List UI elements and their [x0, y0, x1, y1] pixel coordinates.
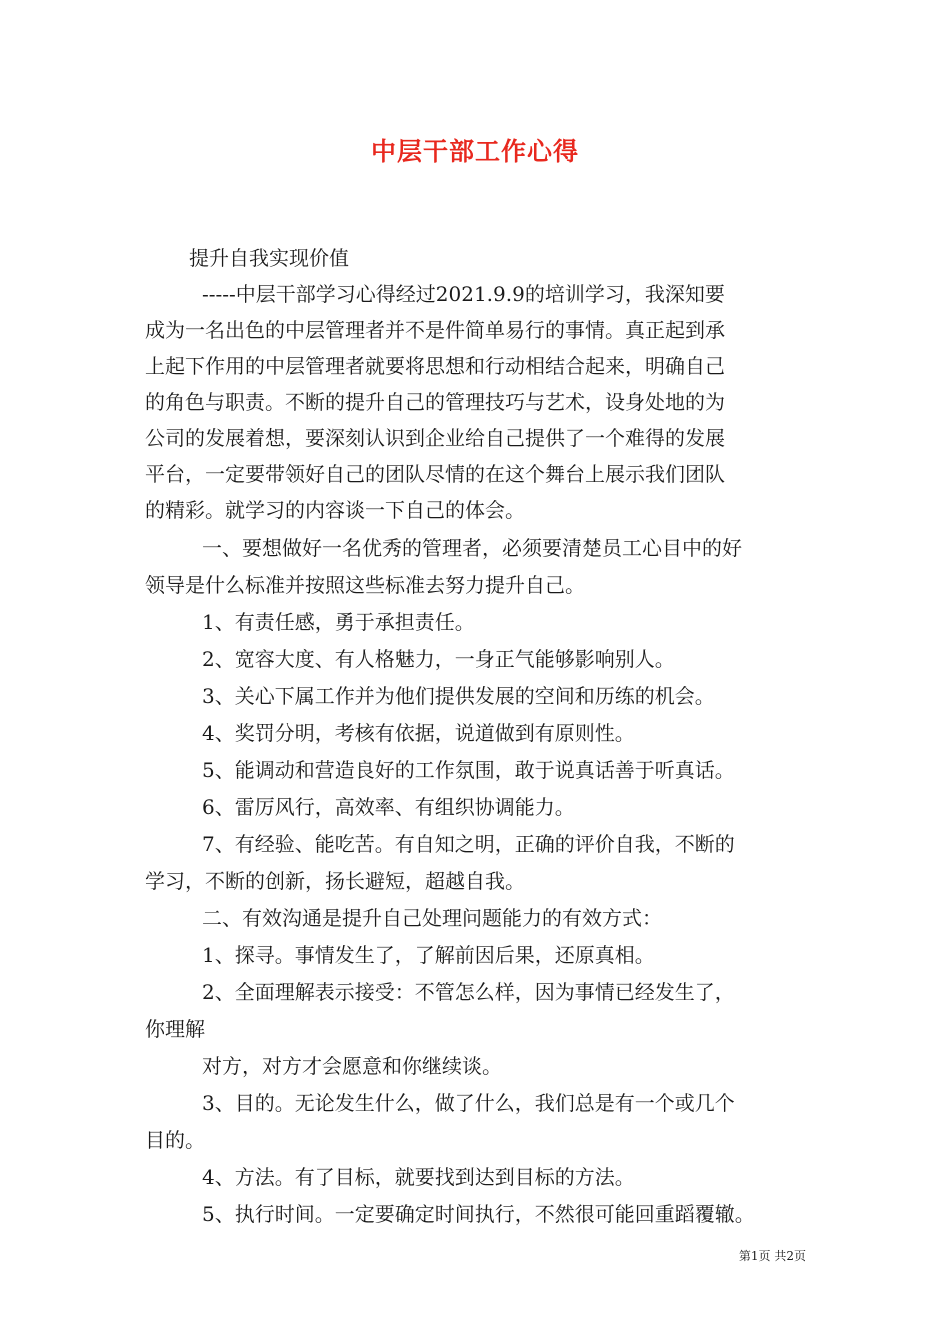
- body-line: 二、有效沟通是提升自己处理问题能力的有效方式：: [202, 906, 662, 930]
- body-line: 2、宽容大度、有人格魅力，一身正气能够影响别人。: [202, 647, 675, 671]
- body-line: -----中层干部学习心得经过2021.9.9的培训学习，我深知要: [202, 282, 725, 306]
- body-line: 5、执行时间。一定要确定时间执行，不然很可能回重蹈覆辙。: [202, 1202, 755, 1226]
- body-line: 1、探寻。事情发生了，了解前因后果，还原真相。: [202, 943, 655, 967]
- body-line: 5、能调动和营造良好的工作氛围，敢于说真话善于听真话。: [202, 758, 735, 782]
- body-line: 4、方法。有了目标，就要找到达到目标的方法。: [202, 1165, 635, 1189]
- body-line: 2、全面理解表示接受：不管怎么样，因为事情已经发生了，: [202, 980, 735, 1004]
- body-line: 目的。: [145, 1128, 205, 1152]
- body-line: 领导是什么标准并按照这些标准去努力提升自己。: [145, 573, 585, 597]
- body-line: 6、雷厉风行，高效率、有组织协调能力。: [202, 795, 575, 819]
- body-line: 你理解: [145, 1017, 205, 1041]
- body-line: 4、奖罚分明，考核有依据，说道做到有原则性。: [202, 721, 635, 745]
- body-line: 提升自我实现价值: [189, 246, 349, 270]
- body-line: 上起下作用的中层管理者就要将思想和行动相结合起来，明确自己: [145, 354, 725, 378]
- body-line: 学习，不断的创新，扬长避短，超越自我。: [145, 869, 525, 893]
- body-line: 对方，对方才会愿意和你继续谈。: [202, 1054, 502, 1078]
- body-line: 一、要想做好一名优秀的管理者，必须要清楚员工心目中的好: [202, 536, 742, 560]
- page-indicator: 第1页 共2页: [738, 1249, 806, 1263]
- body-line: 3、关心下属工作并为他们提供发展的空间和历练的机会。: [202, 684, 715, 708]
- body-line: 1、有责任感，勇于承担责任。: [202, 610, 475, 634]
- body-line: 成为一名出色的中层管理者并不是件简单易行的事情。真正起到承: [145, 318, 725, 342]
- body-line: 7、有经验、能吃苦。有自知之明，正确的评价自我，不断的: [202, 832, 735, 856]
- body-line: 的角色与职责。不断的提升自己的管理技巧与艺术，设身处地的为: [145, 390, 725, 414]
- body-line: 平台，一定要带领好自己的团队尽情的在这个舞台上展示我们团队: [145, 462, 725, 486]
- body-line: 的精彩。就学习的内容谈一下自己的体会。: [145, 498, 525, 522]
- page-title: 中层干部工作心得: [370, 137, 579, 166]
- body-line: 3、目的。无论发生什么，做了什么，我们总是有一个或几个: [202, 1091, 735, 1115]
- body-line: 公司的发展着想，要深刻认识到企业给自己提供了一个难得的发展: [145, 426, 725, 450]
